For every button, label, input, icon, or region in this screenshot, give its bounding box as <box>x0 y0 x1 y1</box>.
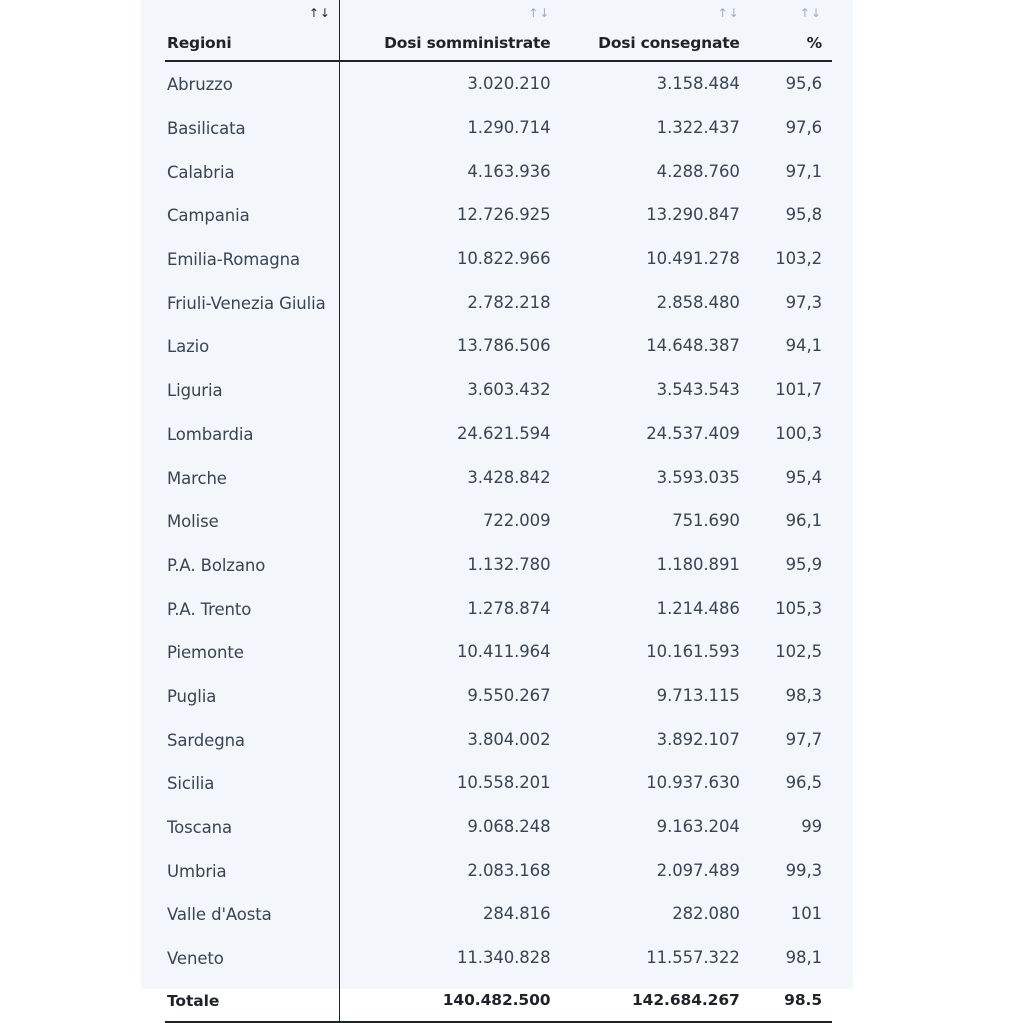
cell-administered: 284.816 <box>482 904 551 924</box>
total-cell-delivered: 142.684.267 <box>550 979 739 1022</box>
total-cell-administered: 140.482.500 <box>339 979 550 1022</box>
cell-delivered: 1.322.437 <box>656 118 740 138</box>
cell-delivered: 282.080 <box>672 904 740 924</box>
cell-region: Umbria <box>165 848 339 892</box>
cell-region: Lazio <box>165 324 339 368</box>
cell-delivered: 9.713.115 <box>656 685 740 705</box>
table-row <box>165 455 832 499</box>
cell-administered: 3.428.842 <box>467 467 551 487</box>
table-row <box>165 761 832 805</box>
cell-percent: 97,1 <box>785 161 822 181</box>
total-row <box>165 979 832 1022</box>
table-row <box>165 543 832 587</box>
cell-region: Piemonte <box>165 630 339 674</box>
cell-percent: 97,3 <box>785 292 822 312</box>
column-header-dosi-somministrate[interactable] <box>339 0 550 61</box>
table-header-row <box>165 0 832 61</box>
cell-region: P.A. Trento <box>165 586 339 630</box>
cell-administered: 2.083.168 <box>467 860 551 880</box>
column-label: % <box>806 34 822 52</box>
column-header-percent[interactable] <box>740 0 832 61</box>
cell-region: Marche <box>165 455 339 499</box>
column-header-dosi-consegnate[interactable] <box>550 0 739 61</box>
sort-arrows-icon[interactable]: ↑↓ <box>308 6 331 20</box>
cell-region: Calabria <box>165 149 339 193</box>
cell-delivered: 10.937.630 <box>646 773 740 793</box>
cell-delivered: 1.180.891 <box>656 554 740 574</box>
cell-region: Abruzzo <box>165 61 339 106</box>
cell-administered: 3.804.002 <box>467 729 551 749</box>
cell-percent: 97,7 <box>785 729 822 749</box>
cell-administered: 10.822.966 <box>457 249 551 269</box>
table-row <box>165 499 832 543</box>
cell-administered: 11.340.828 <box>457 948 551 968</box>
cell-percent: 96,5 <box>785 773 822 793</box>
cell-region: Veneto <box>165 936 339 980</box>
cell-percent: 99,3 <box>785 860 822 880</box>
cell-region: P.A. Bolzano <box>165 543 339 587</box>
cell-delivered: 24.537.409 <box>646 423 740 443</box>
cell-delivered: 3.158.484 <box>656 74 740 94</box>
cell-delivered: 3.543.543 <box>656 380 740 400</box>
cell-administered: 3.020.210 <box>467 74 551 94</box>
cell-region: Molise <box>165 499 339 543</box>
cell-delivered: 13.290.847 <box>646 205 740 225</box>
table-panel <box>141 0 853 1011</box>
cell-delivered: 10.161.593 <box>646 642 740 662</box>
table-row <box>165 586 832 630</box>
cell-region: Lombardia <box>165 412 339 456</box>
cell-percent: 94,1 <box>785 336 822 356</box>
cell-percent: 103,2 <box>775 249 822 269</box>
cell-administered: 1.132.780 <box>467 554 551 574</box>
cell-delivered: 10.491.278 <box>646 249 740 269</box>
cell-percent: 98,3 <box>785 685 822 705</box>
cell-administered: 10.411.964 <box>457 642 551 662</box>
cell-region: Sicilia <box>165 761 339 805</box>
cell-region: Valle d'Aosta <box>165 892 339 936</box>
cell-delivered: 3.593.035 <box>656 467 740 487</box>
cell-region: Liguria <box>165 368 339 412</box>
table-row <box>165 149 832 193</box>
cell-percent: 101,7 <box>775 380 822 400</box>
cell-administered: 1.278.874 <box>467 598 551 618</box>
cell-administered: 1.290.714 <box>467 118 551 138</box>
cell-percent: 100,3 <box>775 423 822 443</box>
cell-administered: 24.621.594 <box>457 423 551 443</box>
cell-delivered: 2.097.489 <box>656 860 740 880</box>
column-label: Regioni <box>167 34 232 52</box>
cell-percent: 99 <box>801 817 822 837</box>
table-row <box>165 193 832 237</box>
column-header-regioni[interactable] <box>165 0 339 61</box>
table-row <box>165 280 832 324</box>
cell-region: Emilia-Romagna <box>165 237 339 281</box>
table-row <box>165 805 832 849</box>
cell-region: Sardegna <box>165 717 339 761</box>
cell-region: Toscana <box>165 805 339 849</box>
cell-region: Campania <box>165 193 339 237</box>
table-row <box>165 892 832 936</box>
table-row <box>165 936 832 980</box>
column-label: Dosi somministrate <box>384 34 551 52</box>
cell-percent: 95,8 <box>785 205 822 225</box>
cell-administered: 12.726.925 <box>457 205 551 225</box>
cell-delivered: 3.892.107 <box>656 729 740 749</box>
total-cell-percent: 98.5 <box>740 979 832 1022</box>
cell-administered: 13.786.506 <box>457 336 551 356</box>
table-row <box>165 848 832 892</box>
cell-percent: 101 <box>790 904 822 924</box>
column-label: Dosi consegnate <box>598 34 740 52</box>
cell-administered: 10.558.201 <box>457 773 551 793</box>
cell-delivered: 11.557.322 <box>646 948 740 968</box>
cell-administered: 722.009 <box>482 511 551 531</box>
cell-percent: 95,6 <box>785 74 822 94</box>
table-body <box>165 61 832 1022</box>
vaccine-doses-table <box>165 0 832 1023</box>
cell-administered: 9.068.248 <box>467 817 551 837</box>
cell-percent: 96,1 <box>785 511 822 531</box>
sort-arrows-icon[interactable]: ↑↓ <box>717 6 740 20</box>
cell-region: Friuli-Venezia Giulia <box>165 280 339 324</box>
total-cell-region: Totale <box>165 979 339 1022</box>
cell-delivered: 751.690 <box>672 511 740 531</box>
cell-percent: 105,3 <box>775 598 822 618</box>
sort-arrows-icon[interactable]: ↑↓ <box>799 6 822 20</box>
sort-arrows-icon[interactable]: ↑↓ <box>528 6 551 20</box>
table-row <box>165 630 832 674</box>
cell-percent: 97,6 <box>785 118 822 138</box>
table-row <box>165 61 832 106</box>
cell-percent: 95,9 <box>785 554 822 574</box>
table-row <box>165 237 832 281</box>
cell-percent: 102,5 <box>775 642 822 662</box>
cell-delivered: 9.163.204 <box>656 817 740 837</box>
cell-delivered: 2.858.480 <box>656 292 740 312</box>
cell-delivered: 14.648.387 <box>646 336 740 356</box>
cell-delivered: 1.214.486 <box>656 598 740 618</box>
cell-administered: 2.782.218 <box>467 292 551 312</box>
cell-percent: 98,1 <box>785 948 822 968</box>
table-row <box>165 324 832 368</box>
cell-administered: 4.163.936 <box>467 161 551 181</box>
cell-region: Basilicata <box>165 106 339 150</box>
table-row <box>165 368 832 412</box>
cell-administered: 9.550.267 <box>467 685 551 705</box>
cell-percent: 95,4 <box>785 467 822 487</box>
table-row <box>165 412 832 456</box>
table-row <box>165 717 832 761</box>
cell-delivered: 4.288.760 <box>656 161 740 181</box>
table-row <box>165 106 832 150</box>
cell-region: Puglia <box>165 674 339 718</box>
table-row <box>165 674 832 718</box>
cell-administered: 3.603.432 <box>467 380 551 400</box>
